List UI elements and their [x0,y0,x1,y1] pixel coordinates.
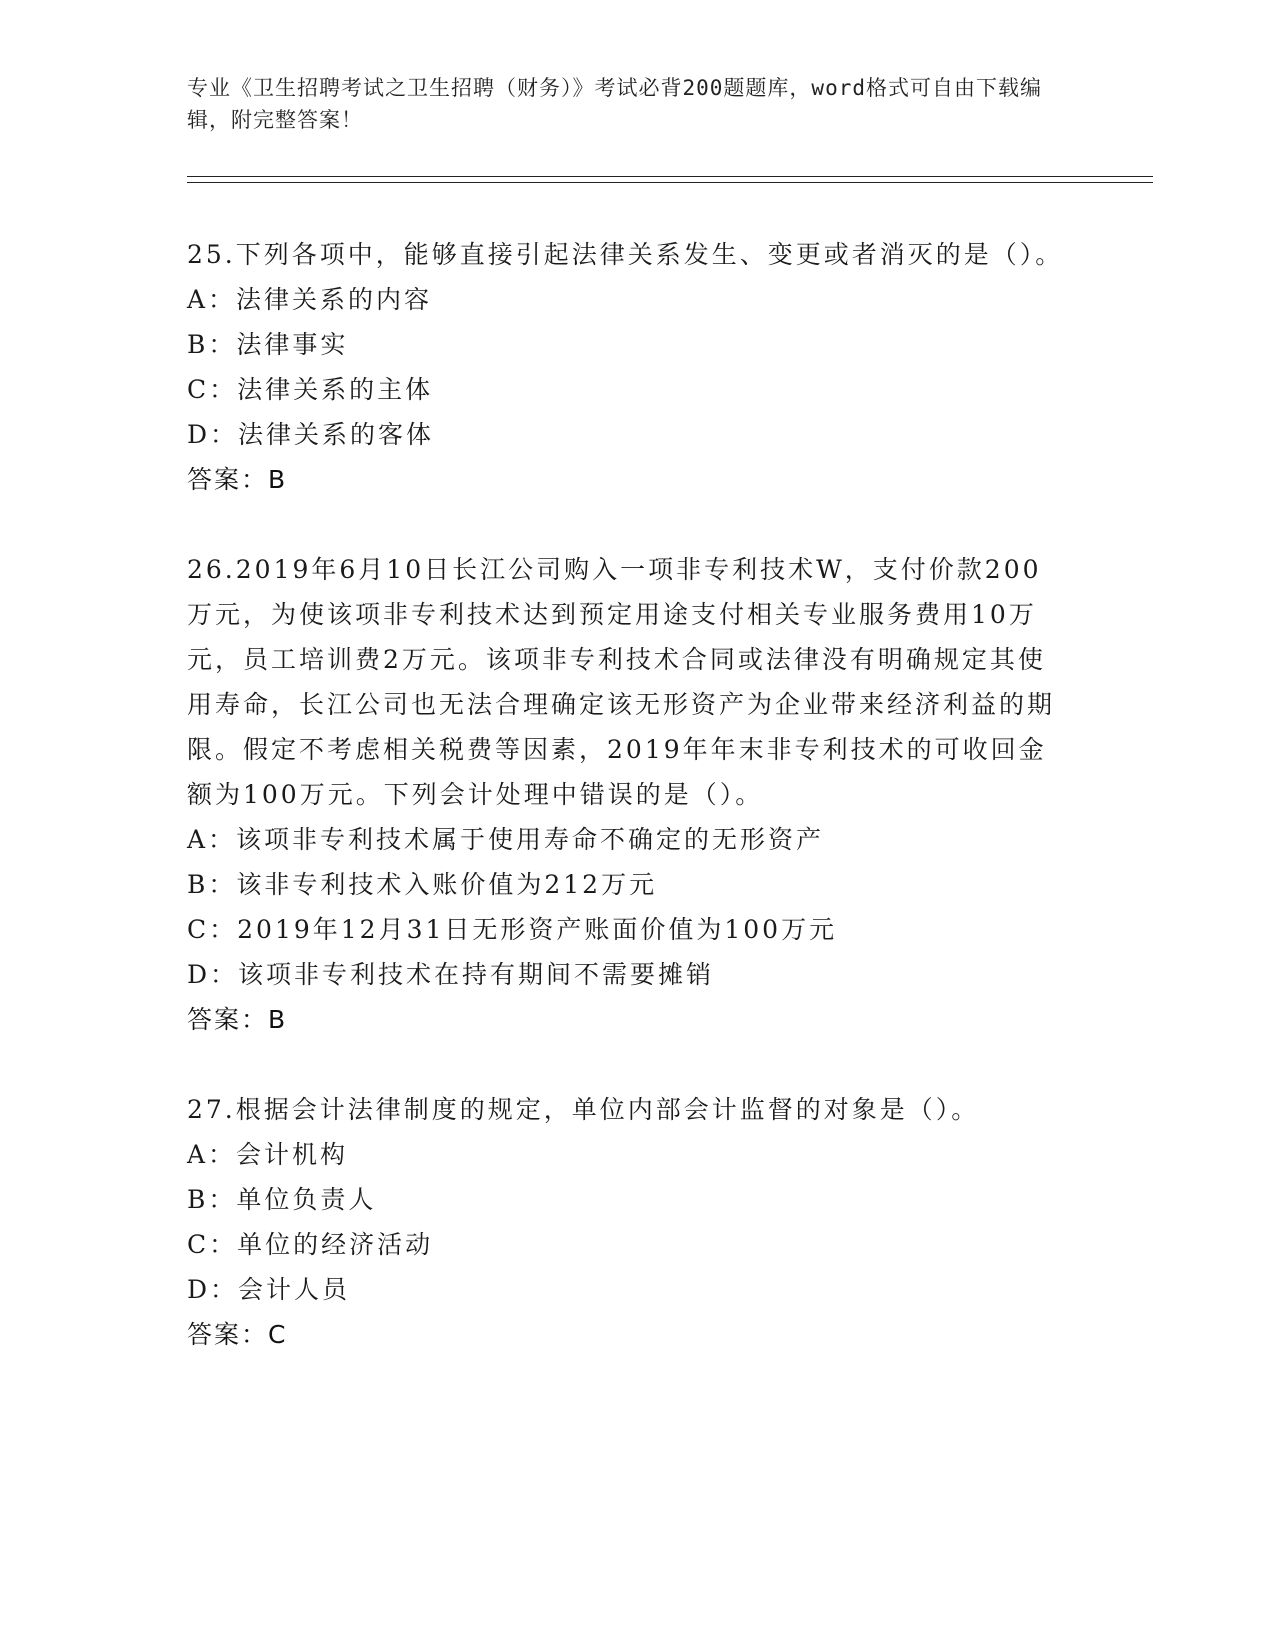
question-27 [187,1087,1067,1357]
option-c: C：单位的经济活动 [187,1230,434,1259]
spacer [187,1042,1067,1087]
question-list [187,232,1067,1357]
option-c: C：法律关系的主体 [187,375,434,404]
answer: 答案：B [187,465,288,494]
header-divider-bottom [187,182,1153,183]
question-25 [187,232,1067,502]
option-b: B：法律事实 [187,330,349,359]
option-b: B：单位负责人 [187,1185,377,1214]
header-divider-top [187,176,1153,177]
option-a: A：法律关系的内容 [187,285,433,314]
spacer [187,502,1067,547]
answer: 答案：B [187,1005,288,1034]
option-d: D：会计人员 [187,1275,351,1304]
option-b: B：该非专利技术入账价值为212万元 [187,870,658,899]
option-c: C：2019年12月31日无形资产账面价值为100万元 [187,915,838,944]
option-a: A：会计机构 [187,1140,349,1169]
question-stem: 25.下列各项中，能够直接引起法律关系发生、变更或者消灭的是（）。 [187,240,1064,269]
question-stem: 26.2019年6月10日长江公司购入一项非专利技术W，支付价款200万元，为使该项非专利技术达到预定用途支付相关专业服务费用10万元，员工培训费2万元。该项非专利技术合同或法律没有明确规定其使用寿命，长江公司也无法合理确定该无形资产为企业带来经济利益的期限。假定不考虑相关税费等因素，2019年年末非专利技术的可收回金额为100万元。下列会计处理中错误的是（）。 [187,555,1056,809]
option-a: A：该项非专利技术属于使用寿命不确定的无形资产 [187,825,825,854]
question-stem: 27.根据会计法律制度的规定，单位内部会计监督的对象是（）。 [187,1095,980,1124]
question-26 [187,547,1067,1042]
option-d: D：法律关系的客体 [187,420,435,449]
answer: 答案：C [187,1320,288,1349]
option-d: D：该项非专利技术在持有期间不需要摊销 [187,960,715,989]
document-header: 专业《卫生招聘考试之卫生招聘（财务）》考试必背200题题库，word格式可自由下载编辑，附完整答案！ [187,76,1042,132]
